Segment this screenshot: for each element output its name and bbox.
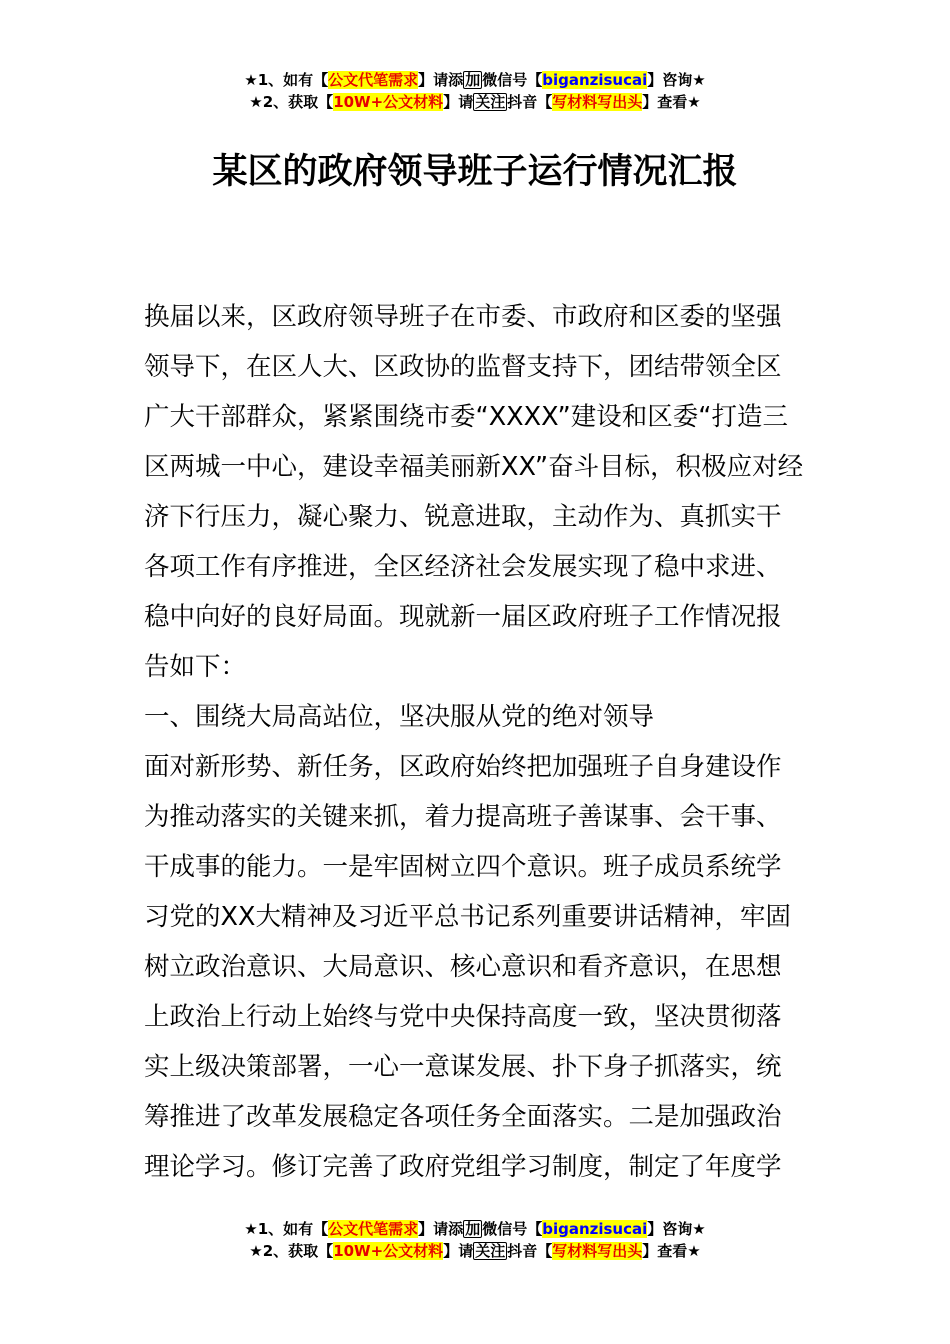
promo-text: 】查看★ <box>642 93 701 111</box>
promo-highlight-wechat-id: biganzisucai <box>542 1220 648 1238</box>
promo-text: ★1、如有【 <box>244 71 329 89</box>
promo-highlight: 写材料写出头 <box>552 1242 643 1260</box>
body-line: 习党的XX大精神及习近平总书记系列重要讲话精神，牢固 <box>144 902 791 932</box>
promo-text: ★2、获取【 <box>249 93 334 111</box>
promo-line-2 <box>0 1240 950 1262</box>
promo-highlight: 公文代笔需求 <box>328 1220 419 1238</box>
body-line: 各项工作有序推进，全区经济社会发展实现了稳中求进、 <box>144 552 782 582</box>
body-line: 领导下，在区人大、区政协的监督支持下，团结带领全区 <box>144 352 782 382</box>
body-line: 一、围绕大局高站位，坚决服从党的绝对领导 <box>144 702 655 732</box>
promo-text: 微信号【 <box>482 1220 543 1238</box>
promo-text: 】请 <box>443 1242 474 1260</box>
promo-text: 抖音【 <box>507 1242 553 1260</box>
promo-text: 抖音【 <box>507 93 553 111</box>
document-title: 某区的政府领导班子运行情况汇报 <box>212 152 738 192</box>
promo-boxed-text: 关注 <box>475 1242 506 1260</box>
body-line: 为推动落实的关键来抓，着力提高班子善谋事、会干事、 <box>144 802 782 832</box>
promo-text: 】请添 <box>418 1220 464 1238</box>
promo-text: 】咨询★ <box>647 1220 706 1238</box>
body-line: 实上级决策部署，一心一意谋发展、扑下身子抓落实，统 <box>144 1052 782 1082</box>
body-line: 理论学习。修订完善了政府党组学习制度，制定了年度学 <box>144 1152 782 1182</box>
body-line: 干成事的能力。一是牢固树立四个意识。班子成员系统学 <box>144 852 782 882</box>
body-line: 筹推进了改革发展稳定各项任务全面落实。二是加强政治 <box>144 1102 782 1132</box>
promo-highlight-wechat-id: biganzisucai <box>542 71 648 89</box>
promo-text: 微信号【 <box>482 71 543 89</box>
promo-highlight: 10W+公文材料 <box>333 93 444 111</box>
promo-text: 】咨询★ <box>647 71 706 89</box>
promo-highlight: 写材料写出头 <box>552 93 643 111</box>
promo-text: ★2、获取【 <box>249 1242 334 1260</box>
document-body <box>144 292 814 1192</box>
body-line: 告如下： <box>144 652 247 682</box>
body-line: 上政治上行动上始终与党中央保持高度一致，坚决贯彻落 <box>144 1002 782 1032</box>
body-line: 济下行压力，凝心聚力、锐意进取，主动作为、真抓实干 <box>144 502 782 532</box>
promo-text: 】查看★ <box>642 1242 701 1260</box>
promo-text: 】请添 <box>418 71 464 89</box>
promo-highlight: 公文代笔需求 <box>328 71 419 89</box>
body-line: 换届以来，区政府领导班子在市委、市政府和区委的坚强 <box>144 302 782 332</box>
promo-highlight: 10W+公文材料 <box>333 1242 444 1260</box>
body-line: 广大干部群众，紧紧围绕市委“XXXX”建设和区委“打造三 <box>144 402 788 432</box>
body-line: 树立政治意识、大局意识、核心意识和看齐意识，在思想 <box>144 952 782 982</box>
promo-boxed-text: 加 <box>465 1220 481 1238</box>
promo-line-1 <box>0 69 950 91</box>
promo-text: 】请 <box>443 93 474 111</box>
promo-line-1 <box>0 1218 950 1240</box>
promo-boxed-text: 关注 <box>475 93 506 111</box>
body-line: 区两城一中心，建设幸福美丽新XX”奋斗目标，积极应对经 <box>144 452 804 482</box>
promo-text: ★1、如有【 <box>244 1220 329 1238</box>
body-line: 稳中向好的良好局面。现就新一届区政府班子工作情况报 <box>144 602 782 632</box>
promo-banner-bottom <box>0 1218 950 1262</box>
body-line: 面对新形势、新任务，区政府始终把加强班子自身建设作 <box>144 752 782 782</box>
promo-line-2 <box>0 91 950 113</box>
promo-boxed-text: 加 <box>465 71 481 89</box>
promo-banner-top <box>0 69 950 113</box>
